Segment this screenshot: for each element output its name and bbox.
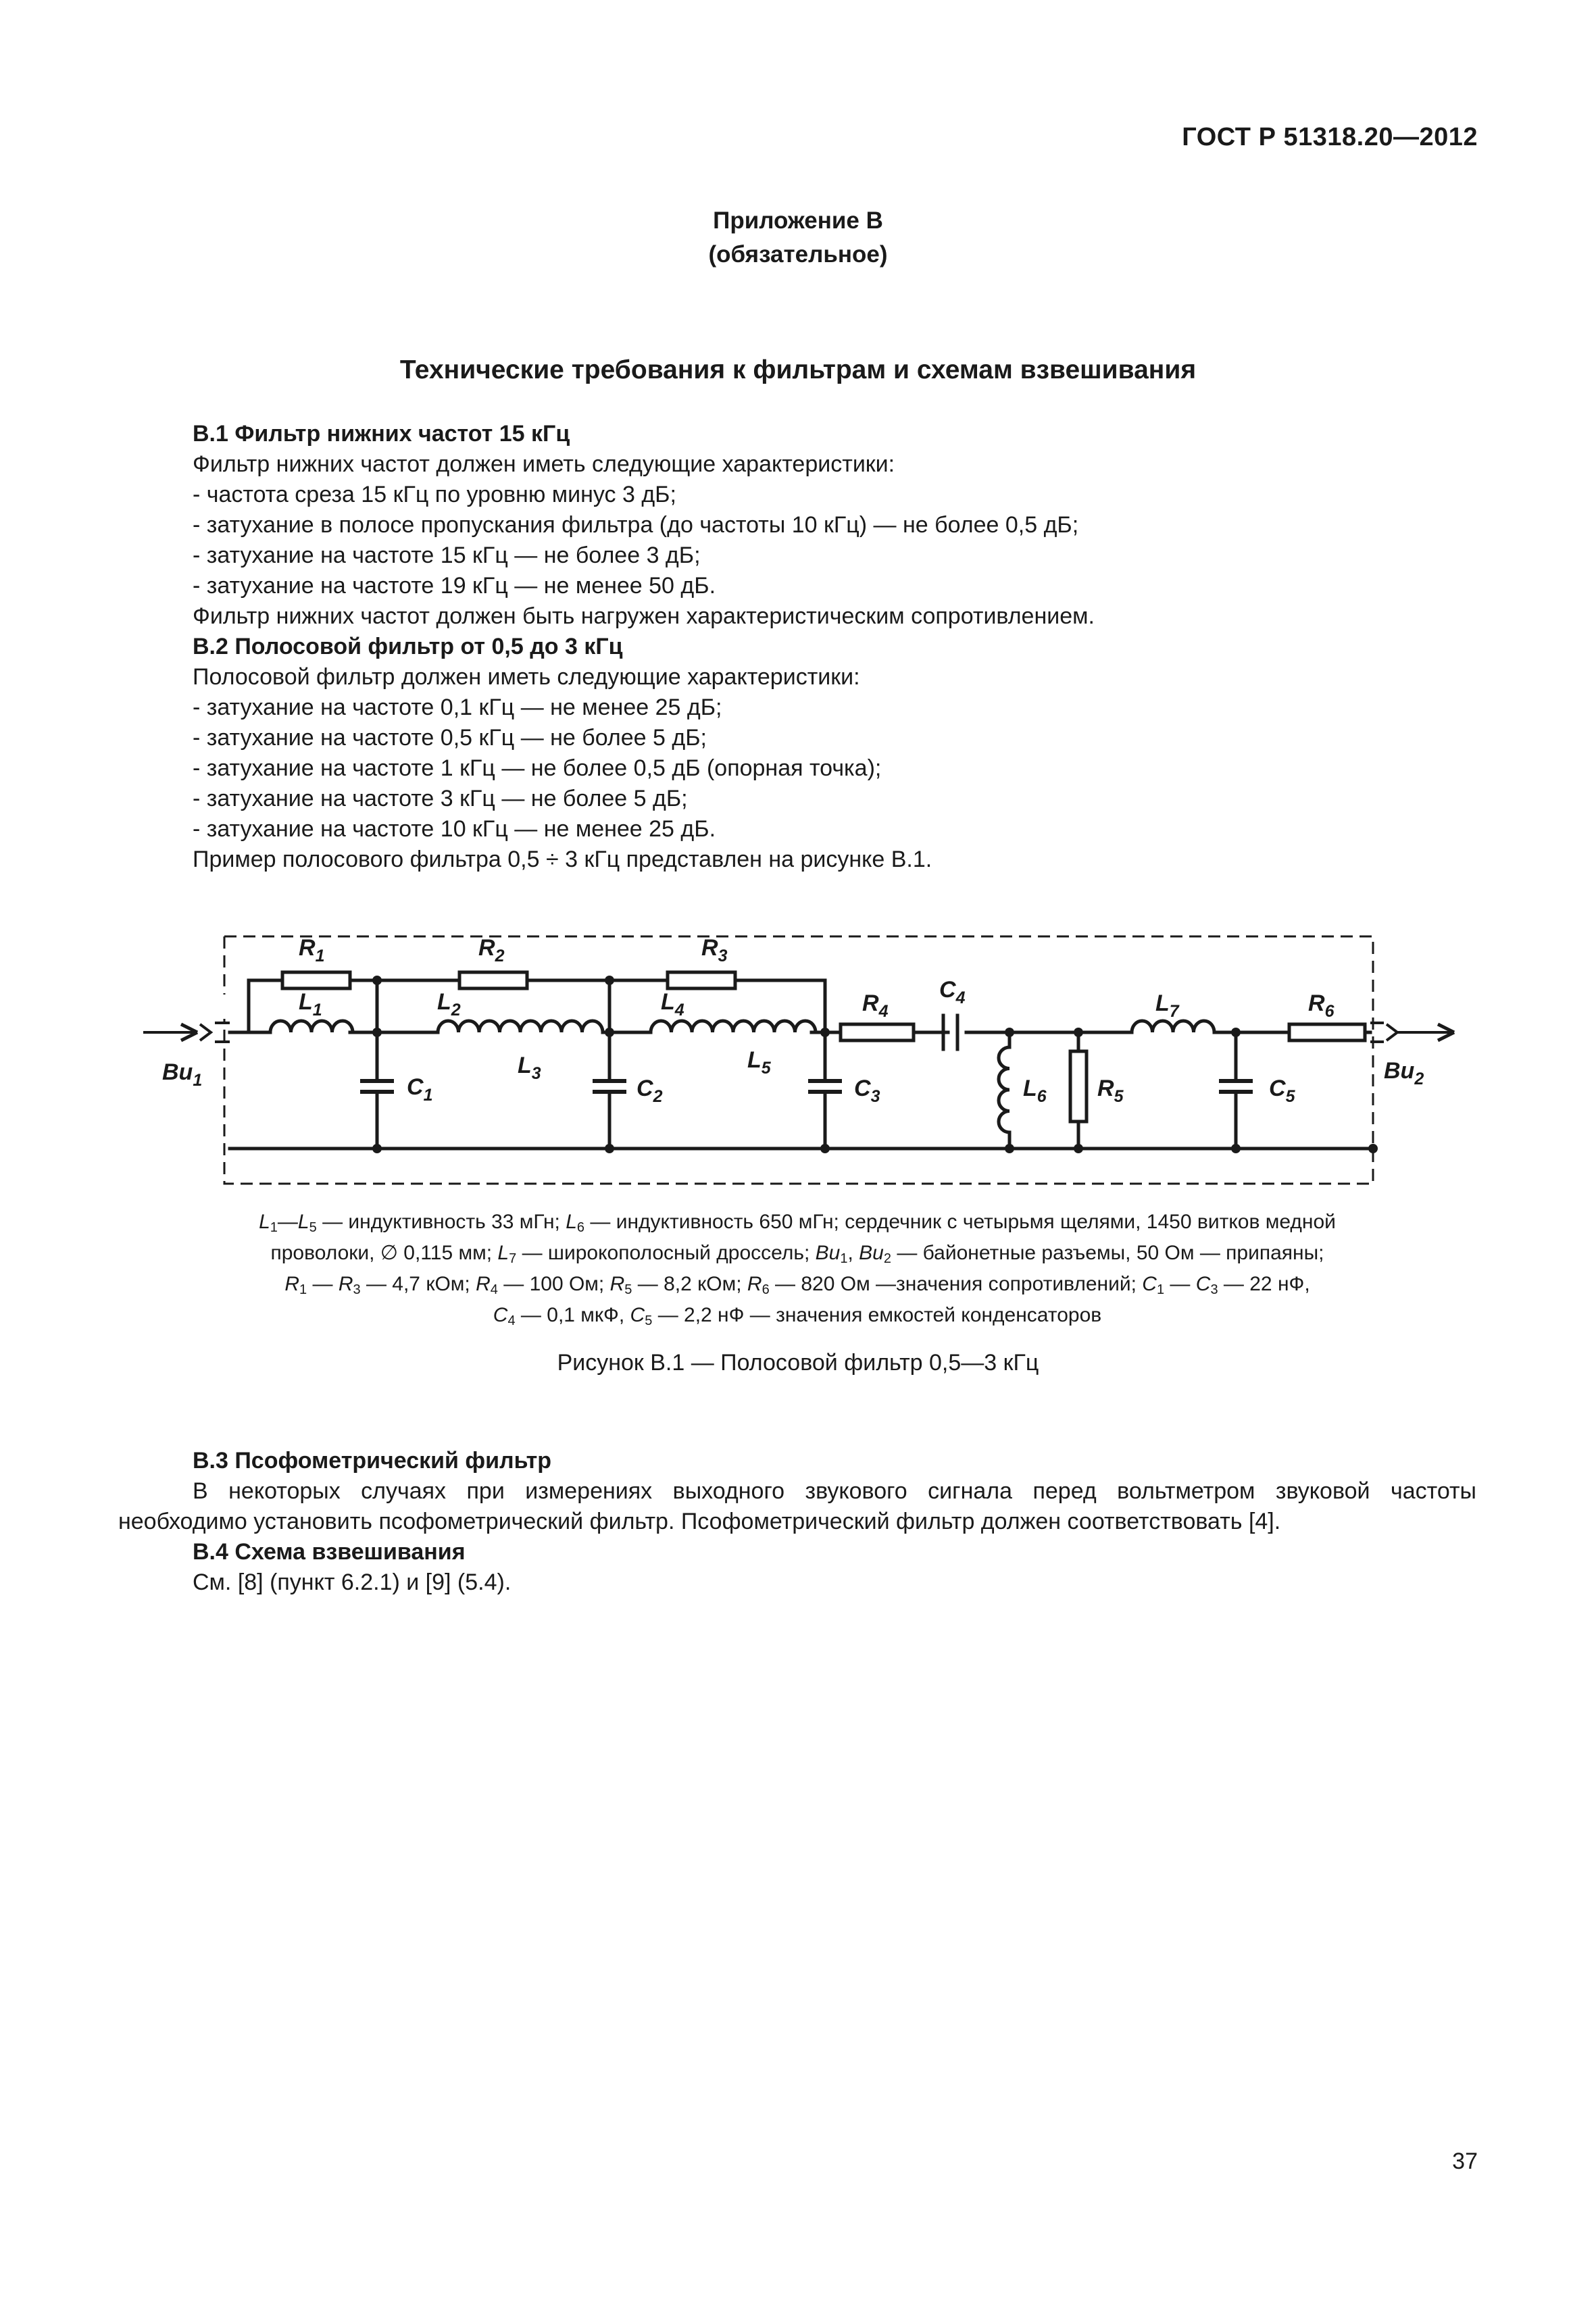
b1-line: - затухание на частоте 19 кГц — не менее 50 дБ. — [193, 573, 716, 599]
requirements-block — [193, 419, 1095, 875]
capacitor-c2 — [593, 1081, 626, 1092]
label-r6: $R_6$ — [1308, 990, 1335, 1021]
resistor-r5 — [1070, 1051, 1087, 1122]
capacitor-c5 — [1219, 1081, 1253, 1092]
inductor-l6 — [999, 1047, 1009, 1132]
shield-enclosure — [224, 936, 1373, 1184]
b1-line: - частота среза 15 кГц по уровню минус 3 дБ; — [193, 482, 676, 507]
label-c1: $C_1$ — [407, 1074, 433, 1105]
label-r1: $R_1$ — [299, 935, 325, 965]
inductor-l1 — [270, 1021, 353, 1032]
b3-line: В некоторых случаях при измерениях выходного звукового сигнала перед вольтметром звуковой частоты — [193, 1478, 1476, 1504]
input-connector — [143, 1023, 230, 1042]
label-r3: $R_3$ — [701, 935, 728, 965]
b1-line: Фильтр нижних частот должен иметь следующие характеристики: — [193, 451, 895, 477]
label-l1: $L_1$ — [299, 989, 322, 1020]
inductor-l7 — [1132, 1021, 1214, 1032]
b1-line: - затухание на частоте 15 кГц — не более 3 дБ; — [193, 543, 701, 568]
appendix-heading — [0, 204, 1596, 272]
resistor-r2 — [459, 972, 527, 988]
section-b2-heading: В.2 Полосовой фильтр от 0,5 до 3 кГц — [193, 634, 623, 659]
b2-line: - затухание на частоте 0,5 кГц — не более 5 дБ; — [193, 725, 707, 751]
inductor-l2 — [438, 1021, 520, 1032]
label-l5: $L_5$ — [747, 1047, 771, 1078]
capacitor-c1 — [360, 1081, 394, 1092]
b2-line: - затухание на частоте 1 кГц — не более 0,5 дБ (опорная точка); — [193, 755, 882, 781]
figure-legend: $L_1—L_5$ — индуктивность 33 мГн; $L_6$ — индуктивность 650 мГн; сердечник с четырьмя щелями, 1450 витков медной проволоки, ∅ 0,115 мм; $L_7$ — широкополосный дроссель; $Bu_1$, $Bu_2$ — байонетные разъемы, 50 Ом — припаяны; $R_1$ — $R_3$ — 4,7 кОм; $R_4$ — 100 Ом; $R_5$ — 8,2 кОм; $R_6$ — 820 Ом —значения сопротивлений; $C_1$ — $C_3$ — 22 нФ, $C_4$ — 0,1 мкФ, $C_5$ — 2,2 нФ — значения емкостей конденсаторов — [259, 1211, 1336, 1328]
label-c2: $C_2$ — [637, 1076, 663, 1106]
resistor-r1 — [282, 972, 350, 988]
label-r2: $R_2$ — [478, 935, 505, 965]
figure-caption: Рисунок В.1 — Полосовой фильтр 0,5—3 кГц — [557, 1350, 1039, 1376]
document-code: ГОСТ Р 51318.20—2012 — [1182, 123, 1478, 151]
resistor-r4 — [841, 1024, 914, 1040]
section-b4-heading: В.4 Схема взвешивания — [193, 1539, 466, 1565]
b2-line: Полосовой фильтр должен иметь следующие характеристики: — [193, 664, 860, 690]
wiring — [230, 980, 1370, 1149]
label-l7: $L_7$ — [1155, 990, 1179, 1021]
capacitor-c3 — [808, 1081, 842, 1092]
b1-line: - затухание в полосе пропускания фильтра (до частоты 10 кГц) — не более 0,5 дБ; — [193, 512, 1079, 538]
appendix-subtitle: (обязательное) — [708, 241, 888, 268]
inductor-l4 — [651, 1021, 733, 1032]
requirements-block-2 — [118, 1446, 1476, 1598]
resistor-r3 — [668, 972, 735, 988]
bandpass-filter-schematic — [135, 917, 1487, 1194]
section-b1-heading: В.1 Фильтр нижних частот 15 кГц — [193, 421, 570, 447]
output-connector — [1370, 1023, 1454, 1042]
resistor-r6 — [1289, 1024, 1365, 1040]
label-c3: $C_3$ — [854, 1076, 880, 1106]
label-r4: $R_4$ — [862, 990, 889, 1021]
label-l2: $L_2$ — [437, 989, 461, 1020]
b2-line: - затухание на частоте 3 кГц — не более 5 дБ; — [193, 786, 688, 811]
label-r5: $R_5$ — [1097, 1076, 1124, 1106]
label-c5: $C_5$ — [1269, 1076, 1295, 1106]
b2-line: - затухание на частоте 0,1 кГц — не менее 25 дБ; — [193, 695, 722, 720]
page-number: 37 — [1452, 2148, 1478, 2174]
label-bu2: $Bu_2$ — [1384, 1058, 1424, 1088]
label-l6: $L_6$ — [1023, 1076, 1047, 1106]
appendix-title: Приложение В — [713, 207, 883, 234]
main-heading: Технические требования к фильтрам и схемам взвешивания — [399, 355, 1197, 384]
label-l3: $L_3$ — [518, 1053, 541, 1083]
label-l4: $L_4$ — [661, 989, 684, 1020]
b4-text: См. [8] (пункт 6.2.1) и [9] (5.4). — [193, 1569, 512, 1595]
b3-line: необходимо установить псофометрический фильтр. Псофометрический фильтр должен соответствовать [4]. — [118, 1509, 1281, 1534]
b1-line: Фильтр нижних частот должен быть нагружен характеристическим сопротивлением. — [193, 603, 1095, 629]
label-c4: $C_4$ — [939, 977, 966, 1007]
b2-line: Пример полосового фильтра 0,5 ÷ 3 кГц представлен на рисунке В.1. — [193, 847, 932, 872]
inductor-l5 — [733, 1021, 816, 1032]
inductor-l3 — [520, 1021, 603, 1032]
section-b3-heading: В.3 Псофометрический фильтр — [193, 1448, 551, 1474]
b2-line: - затухание на частоте 10 кГц — не менее 25 дБ. — [193, 816, 716, 842]
label-bu1: $Bu_1$ — [162, 1059, 203, 1090]
